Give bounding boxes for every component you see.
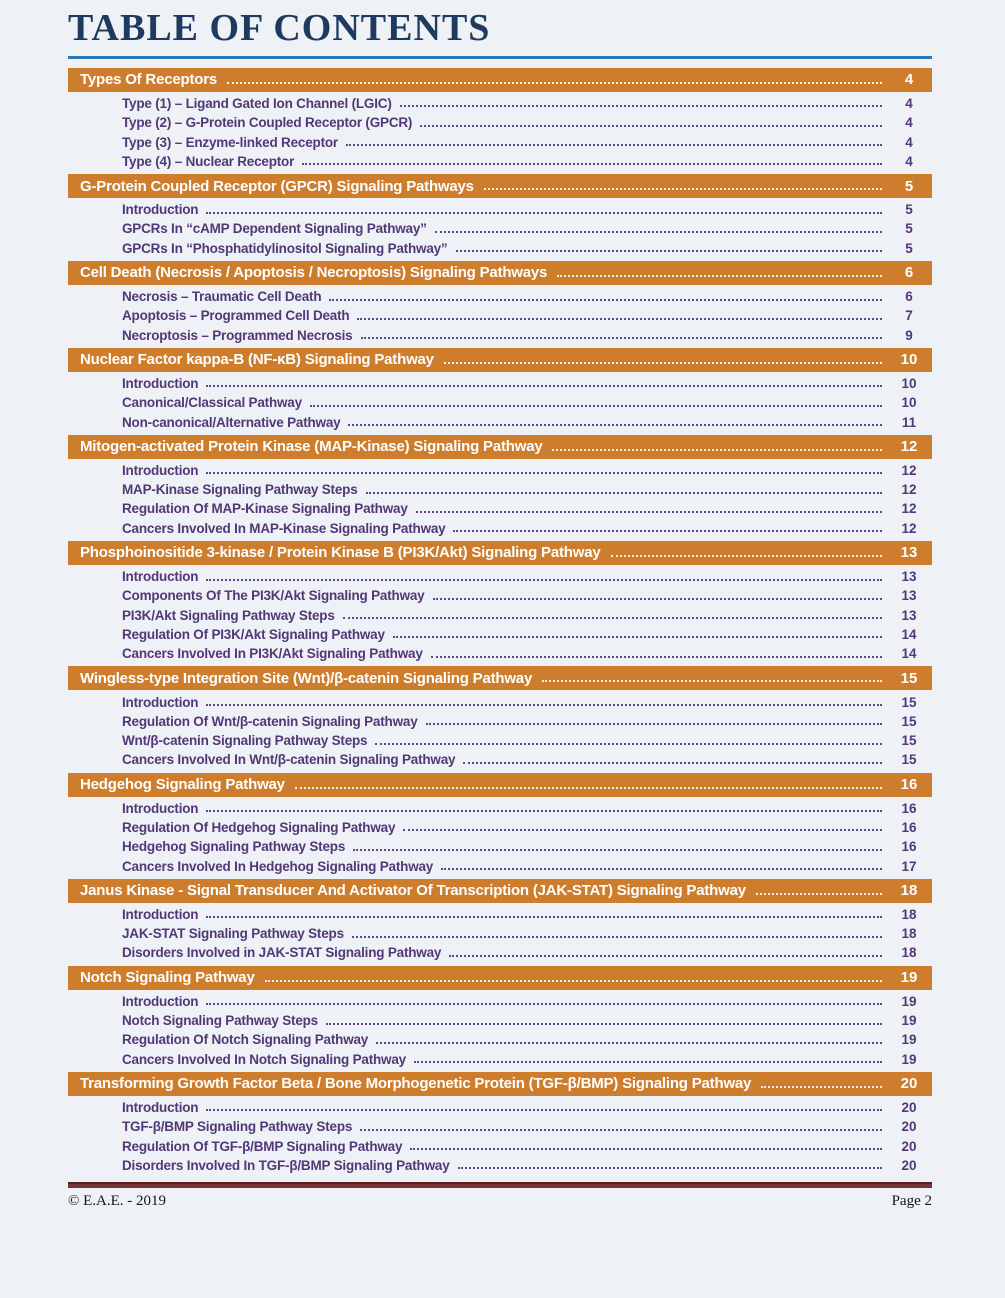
toc-subitem — [68, 1156, 932, 1175]
section-items — [68, 992, 932, 1069]
toc-section — [68, 435, 932, 538]
subitem-label: Wnt/β-catenin Signaling Pathway Steps — [122, 733, 368, 749]
toc-section-header — [68, 348, 932, 372]
toc-section — [68, 666, 932, 769]
toc-subitem — [68, 1136, 932, 1155]
toc-subitem — [68, 605, 932, 624]
section-page: 5 — [904, 177, 914, 195]
subitem-page: 10 — [901, 395, 917, 411]
section-items — [68, 692, 932, 769]
dot-leader — [375, 743, 882, 745]
subitem-label: Introduction — [122, 569, 199, 585]
subitem-page: 5 — [905, 202, 913, 218]
subitem-label: Disorders Involved in JAK-STAT Signaling Pathway — [122, 945, 442, 961]
dot-leader — [410, 1148, 882, 1150]
section-items — [68, 374, 932, 432]
toc-subitem — [68, 992, 932, 1011]
dot-leader — [756, 893, 882, 895]
toc-subitem — [68, 239, 932, 258]
dot-leader — [206, 1003, 882, 1005]
toc-section-header — [68, 773, 932, 797]
subitem-page: 20 — [901, 1119, 917, 1135]
subitem-page: 16 — [901, 800, 917, 816]
toc-subitem — [68, 837, 932, 856]
subitem-label: Non-canonical/Alternative Pathway — [122, 414, 341, 430]
dot-leader — [456, 250, 883, 252]
toc-subitem — [68, 412, 932, 431]
toc-subitem — [68, 924, 932, 943]
subitem-page: 12 — [901, 462, 917, 478]
toc-section-header — [68, 541, 932, 565]
subitem-label: Components Of The PI3K/Akt Signaling Pathway — [122, 588, 425, 604]
subitem-page: 4 — [905, 95, 913, 111]
subitem-label: Canonical/Classical Pathway — [122, 395, 302, 411]
toc-section — [68, 1072, 932, 1175]
toc-section — [68, 68, 932, 171]
subitem-page: 16 — [901, 839, 917, 855]
subitem-label: Introduction — [122, 993, 199, 1009]
subitem-page: 9 — [905, 327, 913, 343]
dot-leader — [206, 579, 882, 581]
toc-subitem — [68, 461, 932, 480]
subitem-label: Type (3) – Enzyme-linked Receptor — [122, 134, 338, 150]
toc-section-header — [68, 1072, 932, 1096]
dot-leader — [433, 598, 883, 600]
subitem-label: Type (1) – Ligand Gated Ion Channel (LGIC) — [122, 95, 392, 111]
toc-subitem — [68, 306, 932, 325]
toc-subitem — [68, 1098, 932, 1117]
subitem-page: 6 — [905, 289, 913, 305]
toc-section-header — [68, 966, 932, 990]
dot-leader — [206, 916, 882, 918]
subitem-label: Cancers Involved In Hedgehog Signaling Pathway — [122, 858, 434, 874]
subitem-label: Apoptosis – Programmed Cell Death — [122, 308, 350, 324]
toc-subitem — [68, 567, 932, 586]
dot-leader — [441, 868, 882, 870]
subitem-label: Cancers Involved In MAP-Kinase Signaling Pathway — [122, 520, 446, 536]
page-number-label: Page 2 — [891, 1193, 932, 1209]
subitem-page: 4 — [905, 115, 913, 131]
subitem-page: 16 — [901, 819, 917, 835]
dot-leader — [329, 299, 882, 301]
toc-section-header — [68, 435, 932, 459]
subitem-label: Introduction — [122, 462, 199, 478]
dot-leader — [431, 656, 882, 658]
dot-leader — [435, 231, 882, 233]
toc-subitem — [68, 519, 932, 538]
toc-section-header — [68, 68, 932, 92]
subitem-label: JAK-STAT Signaling Pathway Steps — [122, 926, 344, 942]
subitem-label: Introduction — [122, 202, 199, 218]
dot-leader — [206, 385, 882, 387]
subitem-label: Type (4) – Nuclear Receptor — [122, 153, 295, 169]
toc-subitem — [68, 750, 932, 769]
toc-subitem — [68, 943, 932, 962]
toc-subitem — [68, 287, 932, 306]
toc-subitem — [68, 905, 932, 924]
subitem-page: 20 — [901, 1157, 917, 1173]
dot-leader — [444, 362, 882, 364]
dot-leader — [557, 275, 882, 277]
title-divider — [68, 56, 932, 59]
toc-subitem — [68, 152, 932, 171]
subitem-label: Type (2) – G-Protein Coupled Receptor (GPCR) — [122, 115, 413, 131]
subitem-label: GPCRs In “cAMP Dependent Signaling Pathway” — [122, 221, 427, 237]
dot-leader — [393, 636, 882, 638]
dot-leader — [206, 472, 882, 474]
section-page: 4 — [904, 71, 914, 89]
subitem-page: 18 — [901, 945, 917, 961]
toc-subitem — [68, 1117, 932, 1136]
section-page: 13 — [900, 544, 918, 562]
subitem-page: 10 — [901, 375, 917, 391]
section-title: Janus Kinase - Signal Transducer And Activator Of Transcription (JAK-STAT) Signaling Pathway — [80, 882, 746, 900]
subitem-page: 5 — [905, 221, 913, 237]
toc-section — [68, 773, 932, 876]
section-page: 19 — [900, 969, 918, 987]
toc-subitem — [68, 712, 932, 731]
toc-section — [68, 966, 932, 1069]
subitem-page: 15 — [901, 713, 917, 729]
dot-leader — [376, 1042, 882, 1044]
toc-subitem — [68, 1011, 932, 1030]
subitem-page: 13 — [901, 569, 917, 585]
subitem-label: Hedgehog Signaling Pathway Steps — [122, 839, 346, 855]
dot-leader — [361, 337, 883, 339]
section-items — [68, 461, 932, 538]
toc-subitem — [68, 799, 932, 818]
subitem-page: 20 — [901, 1138, 917, 1154]
dot-leader — [206, 1109, 882, 1111]
subitem-page: 14 — [901, 646, 917, 662]
toc-subitem — [68, 644, 932, 663]
subitem-label: Introduction — [122, 375, 199, 391]
toc-subitem — [68, 326, 932, 345]
section-items — [68, 94, 932, 171]
subitem-label: Regulation Of Hedgehog Signaling Pathway — [122, 819, 396, 835]
dot-leader — [458, 1167, 883, 1169]
subitem-label: Introduction — [122, 906, 199, 922]
dot-leader — [326, 1023, 882, 1025]
subitem-page: 11 — [901, 414, 917, 430]
subitem-label: Cancers Involved In PI3K/Akt Signaling Pathway — [122, 646, 423, 662]
toc-subitem — [68, 731, 932, 750]
subitem-label: Cancers Involved In Notch Signaling Pathway — [122, 1051, 406, 1067]
subitem-page: 12 — [901, 520, 917, 536]
toc-section-header — [68, 666, 932, 690]
dot-leader — [352, 936, 882, 938]
subitem-page: 12 — [901, 482, 917, 498]
section-title: Wingless-type Integration Site (Wnt)/β-catenin Signaling Pathway — [80, 669, 533, 687]
toc-subitem — [68, 200, 932, 219]
page-footer — [68, 1193, 932, 1210]
section-items — [68, 567, 932, 663]
toc-section — [68, 541, 932, 663]
toc-subitem — [68, 818, 932, 837]
subitem-page: 19 — [901, 1051, 917, 1067]
subitem-page: 15 — [901, 752, 917, 768]
subitem-page: 19 — [901, 993, 917, 1009]
section-page: 12 — [900, 438, 918, 456]
dot-leader — [348, 424, 882, 426]
subitem-label: Regulation Of TGF-β/BMP Signaling Pathway — [122, 1138, 403, 1154]
dot-leader — [542, 680, 882, 682]
subitem-page: 18 — [901, 906, 917, 922]
toc-subitem — [68, 480, 932, 499]
dot-leader — [343, 617, 882, 619]
subitem-label: GPCRs In “Phosphatidylinositol Signaling Pathway” — [122, 240, 448, 256]
toc-list — [68, 68, 932, 1175]
subitem-label: MAP-Kinase Signaling Pathway Steps — [122, 482, 358, 498]
section-page: 16 — [900, 776, 918, 794]
subitem-page: 18 — [901, 926, 917, 942]
dot-leader — [346, 144, 882, 146]
toc-subitem — [68, 219, 932, 238]
section-items — [68, 200, 932, 258]
subitem-page: 12 — [901, 501, 917, 517]
subitem-page: 7 — [905, 308, 913, 324]
section-page: 20 — [900, 1075, 918, 1093]
toc-section-header — [68, 879, 932, 903]
dot-leader — [353, 849, 882, 851]
copyright-text: © E.A.E. - 2019 — [68, 1193, 167, 1209]
dot-leader — [206, 810, 882, 812]
section-title: Types Of Receptors — [80, 71, 217, 89]
page-title: TABLE OF CONTENTS — [68, 7, 491, 49]
section-page: 6 — [904, 264, 914, 282]
toc-section-header — [68, 174, 932, 198]
dot-leader — [366, 492, 882, 494]
dot-leader — [552, 449, 882, 451]
dot-leader — [357, 318, 882, 320]
subitem-label: Necroptosis – Programmed Necrosis — [122, 327, 353, 343]
subitem-label: Regulation Of MAP-Kinase Signaling Pathway — [122, 501, 408, 517]
subitem-page: 5 — [905, 240, 913, 256]
subitem-label: Introduction — [122, 800, 199, 816]
dot-leader — [302, 163, 882, 165]
subitem-page: 20 — [901, 1099, 917, 1115]
subitem-label: TGF-β/BMP Signaling Pathway Steps — [122, 1119, 353, 1135]
dot-leader — [265, 980, 882, 982]
section-title: Notch Signaling Pathway — [80, 969, 255, 987]
subitem-label: Introduction — [122, 1099, 199, 1115]
dot-leader — [416, 511, 882, 513]
subitem-page: 14 — [901, 626, 917, 642]
subitem-page: 19 — [901, 1013, 917, 1029]
toc-section — [68, 261, 932, 345]
toc-subitem — [68, 586, 932, 605]
toc-subitem — [68, 374, 932, 393]
toc-section — [68, 348, 932, 432]
toc-subitem — [68, 113, 932, 132]
subitem-page: 4 — [905, 134, 913, 150]
section-title: G-Protein Coupled Receptor (GPCR) Signaling Pathways — [80, 177, 474, 195]
toc-subitem — [68, 856, 932, 875]
toc-subitem — [68, 1030, 932, 1049]
dot-leader — [400, 105, 882, 107]
subitem-label: Regulation Of PI3K/Akt Signaling Pathway — [122, 626, 385, 642]
dot-leader — [227, 82, 882, 84]
toc-subitem — [68, 692, 932, 711]
subitem-page: 15 — [901, 694, 917, 710]
toc-section — [68, 174, 932, 258]
subitem-label: Notch Signaling Pathway Steps — [122, 1013, 318, 1029]
subitem-label: Cancers Involved In Wnt/β-catenin Signaling Pathway — [122, 752, 456, 768]
dot-leader — [310, 405, 882, 407]
subitem-page: 19 — [901, 1032, 917, 1048]
dot-leader — [206, 704, 882, 706]
toc-subitem — [68, 393, 932, 412]
toc-subitem — [68, 499, 932, 518]
dot-leader — [403, 829, 882, 831]
toc-section — [68, 879, 932, 963]
section-title: Mitogen-activated Protein Kinase (MAP-Kinase) Signaling Pathway — [80, 438, 543, 456]
footer-divider — [68, 1182, 932, 1188]
toc-subitem — [68, 1050, 932, 1069]
subitem-label: Regulation Of Wnt/β-catenin Signaling Pathway — [122, 713, 418, 729]
subitem-label: Disorders Involved In TGF-β/BMP Signaling Pathway — [122, 1157, 450, 1173]
section-items — [68, 287, 932, 345]
dot-leader — [360, 1129, 882, 1131]
subitem-page: 13 — [901, 607, 917, 623]
section-items — [68, 905, 932, 963]
dot-leader — [463, 762, 882, 764]
subitem-page: 17 — [901, 858, 917, 874]
section-title: Phosphoinositide 3-kinase / Protein Kinase B (PI3K/Akt) Signaling Pathway — [80, 544, 601, 562]
dot-leader — [449, 955, 882, 957]
dot-leader — [761, 1086, 882, 1088]
dot-leader — [611, 555, 882, 557]
section-page: 15 — [900, 669, 918, 687]
dot-leader — [484, 188, 882, 190]
subitem-page: 13 — [901, 588, 917, 604]
subitem-label: Introduction — [122, 694, 199, 710]
subitem-page: 4 — [905, 153, 913, 169]
subitem-label: Regulation Of Notch Signaling Pathway — [122, 1032, 369, 1048]
dot-leader — [453, 530, 882, 532]
subitem-label: Necrosis – Traumatic Cell Death — [122, 289, 322, 305]
dot-leader — [295, 787, 882, 789]
section-title: Hedgehog Signaling Pathway — [80, 776, 285, 794]
subitem-page: 15 — [901, 733, 917, 749]
section-items — [68, 799, 932, 876]
toc-subitem — [68, 132, 932, 151]
section-title: Cell Death (Necrosis / Apoptosis / Necroptosis) Signaling Pathways — [80, 264, 548, 282]
section-items — [68, 1098, 932, 1175]
dot-leader — [420, 125, 882, 127]
subitem-label: PI3K/Akt Signaling Pathway Steps — [122, 607, 335, 623]
toc-section-header — [68, 261, 932, 285]
dot-leader — [414, 1061, 882, 1063]
section-title: Nuclear Factor kappa-B (NF-κB) Signaling Pathway — [80, 351, 434, 369]
section-title: Transforming Growth Factor Beta / Bone Morphogenetic Protein (TGF-β/BMP) Signaling Pathway — [80, 1075, 752, 1093]
dot-leader — [426, 723, 882, 725]
toc-subitem — [68, 94, 932, 113]
toc-subitem — [68, 625, 932, 644]
section-page: 10 — [900, 351, 918, 369]
dot-leader — [206, 212, 882, 214]
section-page: 18 — [900, 882, 918, 900]
